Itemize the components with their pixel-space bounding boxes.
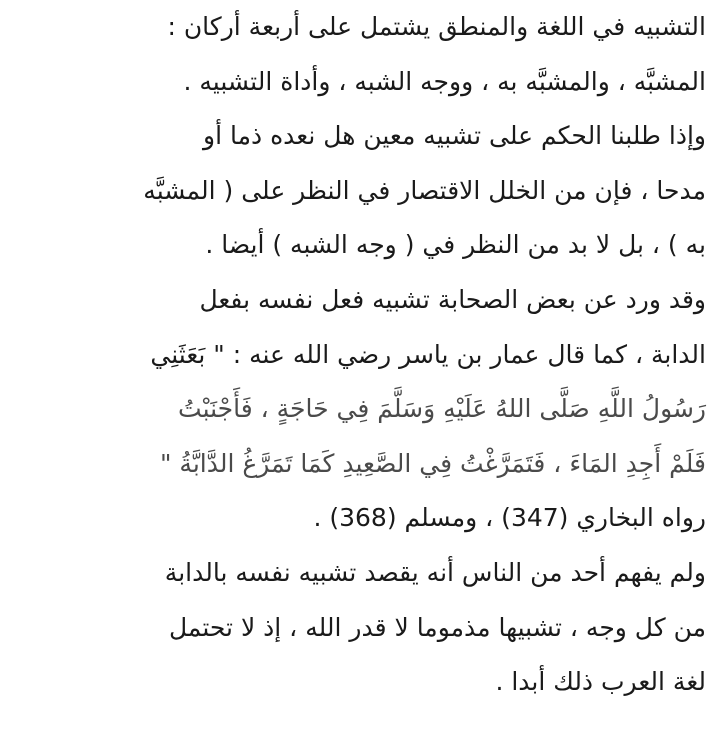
citation-line: رواه البخاري (347) ، ومسلم (368) .: [313, 503, 706, 533]
text-line-3: وإذا طلبنا الحكم على تشبيه معين هل نعده ذما أو: [203, 121, 706, 151]
text-line-11: ولم يفهم أحد من الناس أنه يقصد تشبيه نفسه بالدابة: [164, 557, 706, 587]
text-line-1: التشبيه في اللغة والمنطق يشتمل على أربعة أركان :: [167, 12, 706, 41]
text-line-7: الدابة ، كما قال عمار بن ياسر رضي الله عنه : " بَعَثَنِي: [150, 339, 706, 369]
text-line-2: المشبَّه ، والمشبَّه به ، ووجه الشبه ، وأداة التشبيه .: [183, 66, 706, 96]
text-line-6: وقد ورد عن بعض الصحابة تشبيه فعل نفسه بفعل: [199, 284, 706, 314]
text-line-13: لغة العرب ذلك أبدا .: [495, 667, 706, 697]
hadith-line-2: فَلَمْ أَجِدِ المَاءَ ، فَتَمَرَّغْتُ فِي الصَّعِيدِ كَمَا تَمَرَّغُ الدَّابَّةُ ": [159, 448, 706, 478]
text-line-4: مدحا ، فإن من الخلل الاقتصار في النظر على ( المشبَّه: [143, 175, 706, 205]
hadith-line-1: رَسُولُ اللَّهِ صَلَّى اللهُ عَلَيْهِ وَسَلَّمَ فِي حَاجَةٍ ، فَأَجْنَبْتُ: [178, 394, 706, 424]
text-line-12: من كل وجه ، تشبيها مذموما لا قدر الله ، إذ لا تحتمل: [168, 612, 706, 642]
text-line-5: به ) ، بل لا بد من النظر في ( وجه الشبه ) أيضا .: [205, 230, 706, 260]
